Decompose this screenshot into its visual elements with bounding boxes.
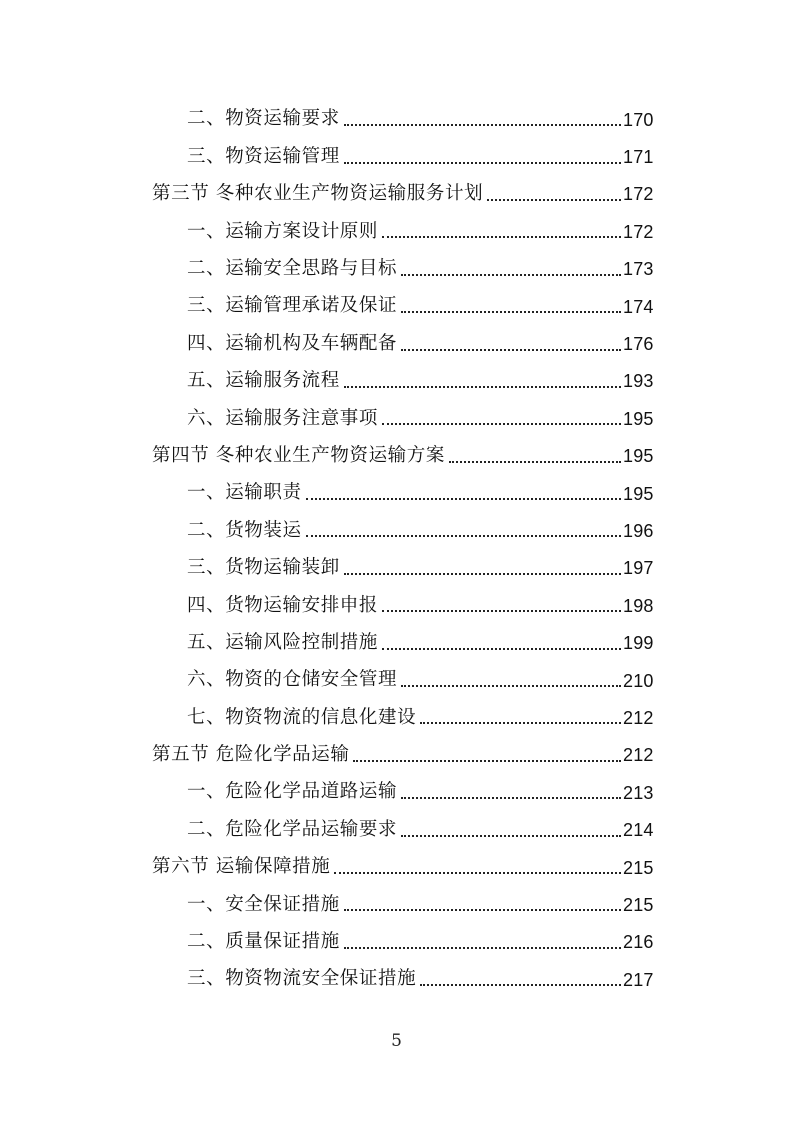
toc-dot-leader (334, 872, 621, 874)
toc-entry-page: 173 (623, 259, 654, 280)
toc-entry-label: 二、质量保证措施 (187, 931, 340, 953)
toc-entry-page: 215 (623, 894, 654, 915)
toc-dot-leader (306, 498, 621, 500)
toc-entry-label: 三、货物运输装卸 (187, 557, 340, 579)
toc-entry-label: 一、危险化学品道路运输 (187, 781, 398, 803)
toc-subsection-entry[interactable] (0, 400, 793, 437)
page-number: 5 (391, 1031, 402, 1051)
toc-dot-leader (344, 909, 621, 911)
toc-dot-leader (353, 760, 621, 762)
toc-dot-leader (344, 386, 621, 388)
toc-section-entry[interactable] (0, 438, 793, 475)
toc-entry-page: 170 (623, 109, 654, 130)
toc-subsection-entry[interactable] (0, 475, 793, 512)
toc-entry-page: 217 (623, 969, 654, 990)
toc-entry-page: 172 (623, 221, 654, 242)
toc-entry-page: 216 (623, 932, 654, 953)
toc-subsection-entry[interactable] (0, 213, 793, 250)
toc-dot-leader (382, 610, 621, 612)
toc-entry-page: 196 (623, 520, 654, 541)
toc-entry-label: 一、运输方案设计原则 (187, 220, 379, 242)
toc-dot-leader (401, 685, 621, 687)
toc-entry-page: 171 (623, 147, 654, 168)
toc-entry-page: 199 (623, 633, 654, 654)
toc-entry-page: 197 (623, 558, 654, 579)
toc-entry-label: 二、货物装运 (187, 519, 302, 541)
toc-entry-label: 一、安全保证措施 (187, 893, 340, 915)
toc-subsection-entry[interactable] (0, 138, 793, 175)
toc-entry-page: 215 (623, 857, 654, 878)
toc-dot-leader (401, 349, 621, 351)
toc-subsection-entry[interactable] (0, 325, 793, 362)
toc-subsection-entry[interactable] (0, 886, 793, 923)
toc-entry-page: 210 (623, 670, 654, 691)
toc-entry-page: 193 (623, 371, 654, 392)
toc-entry-label: 五、运输风险控制措施 (187, 631, 379, 653)
toc-dot-leader (344, 162, 621, 164)
toc-dot-leader (420, 984, 621, 986)
toc-entry-label: 四、运输机构及车辆配备 (187, 332, 398, 354)
toc-entry-page: 172 (623, 184, 654, 205)
toc-section-entry[interactable] (0, 737, 793, 774)
toc-dot-leader (449, 461, 621, 463)
toc-dot-leader (401, 311, 621, 313)
toc-dot-leader (487, 199, 621, 201)
toc-subsection-entry[interactable] (0, 251, 793, 288)
toc-dot-leader (344, 573, 621, 575)
toc-entry-page: 195 (623, 446, 654, 467)
toc-subsection-entry[interactable] (0, 811, 793, 848)
toc-subsection-entry[interactable] (0, 924, 793, 961)
toc-dot-leader (420, 722, 621, 724)
toc-entry-page: 198 (623, 595, 654, 616)
toc-entry-label: 一、运输职责 (187, 482, 302, 504)
toc-entry-page: 214 (623, 820, 654, 841)
toc-entry-page: 174 (623, 296, 654, 317)
toc-entry-label: 第三节 冬种农业生产物资运输服务计划 (152, 183, 484, 205)
toc-dot-leader (344, 124, 621, 126)
toc-entry-page: 212 (623, 745, 654, 766)
toc-subsection-entry[interactable] (0, 512, 793, 549)
toc-entry-page: 212 (623, 707, 654, 728)
toc-entry-label: 五、运输服务流程 (187, 370, 340, 392)
toc-dot-leader (382, 423, 621, 425)
toc-dot-leader (401, 835, 621, 837)
toc-dot-leader (382, 236, 621, 238)
toc-entry-label: 六、物资的仓储安全管理 (187, 669, 398, 691)
toc-entry-page: 213 (623, 782, 654, 803)
toc-entry-label: 第六节 运输保障措施 (152, 856, 331, 878)
toc-section-entry[interactable] (0, 849, 793, 886)
toc-entry-label: 三、运输管理承诺及保证 (187, 295, 398, 317)
toc-entry-label: 六、运输服务注意事项 (187, 407, 379, 429)
toc-subsection-entry[interactable] (0, 699, 793, 736)
toc-subsection-entry[interactable] (0, 288, 793, 325)
toc-entry-label: 四、货物运输安排申报 (187, 594, 379, 616)
toc-subsection-entry[interactable] (0, 550, 793, 587)
toc-dot-leader (401, 797, 621, 799)
table-of-contents (0, 101, 793, 998)
toc-subsection-entry[interactable] (0, 774, 793, 811)
toc-entry-page: 176 (623, 334, 654, 355)
toc-entry-label: 七、物资物流的信息化建设 (187, 706, 417, 728)
toc-subsection-entry[interactable] (0, 363, 793, 400)
toc-subsection-entry[interactable] (0, 662, 793, 699)
toc-section-entry[interactable] (0, 176, 793, 213)
toc-entry-page: 195 (623, 483, 654, 504)
toc-entry-label: 三、物资物流安全保证措施 (187, 968, 417, 990)
toc-dot-leader (344, 947, 621, 949)
toc-subsection-entry[interactable] (0, 961, 793, 998)
toc-subsection-entry[interactable] (0, 587, 793, 624)
toc-entry-label: 第五节 危险化学品运输 (152, 744, 350, 766)
toc-entry-label: 二、运输安全思路与目标 (187, 258, 398, 279)
toc-entry-label: 第四节 冬种农业生产物资运输方案 (152, 444, 445, 466)
toc-entry-page: 195 (623, 408, 654, 429)
toc-entry-label: 二、物资运输要求 (187, 108, 340, 130)
toc-dot-leader (401, 274, 621, 276)
toc-entry-label: 三、物资运输管理 (187, 145, 340, 167)
toc-entry-label: 二、危险化学品运输要求 (187, 818, 398, 840)
toc-subsection-entry[interactable] (0, 101, 793, 138)
toc-subsection-entry[interactable] (0, 624, 793, 661)
toc-dot-leader (382, 648, 621, 650)
toc-dot-leader (306, 535, 621, 537)
